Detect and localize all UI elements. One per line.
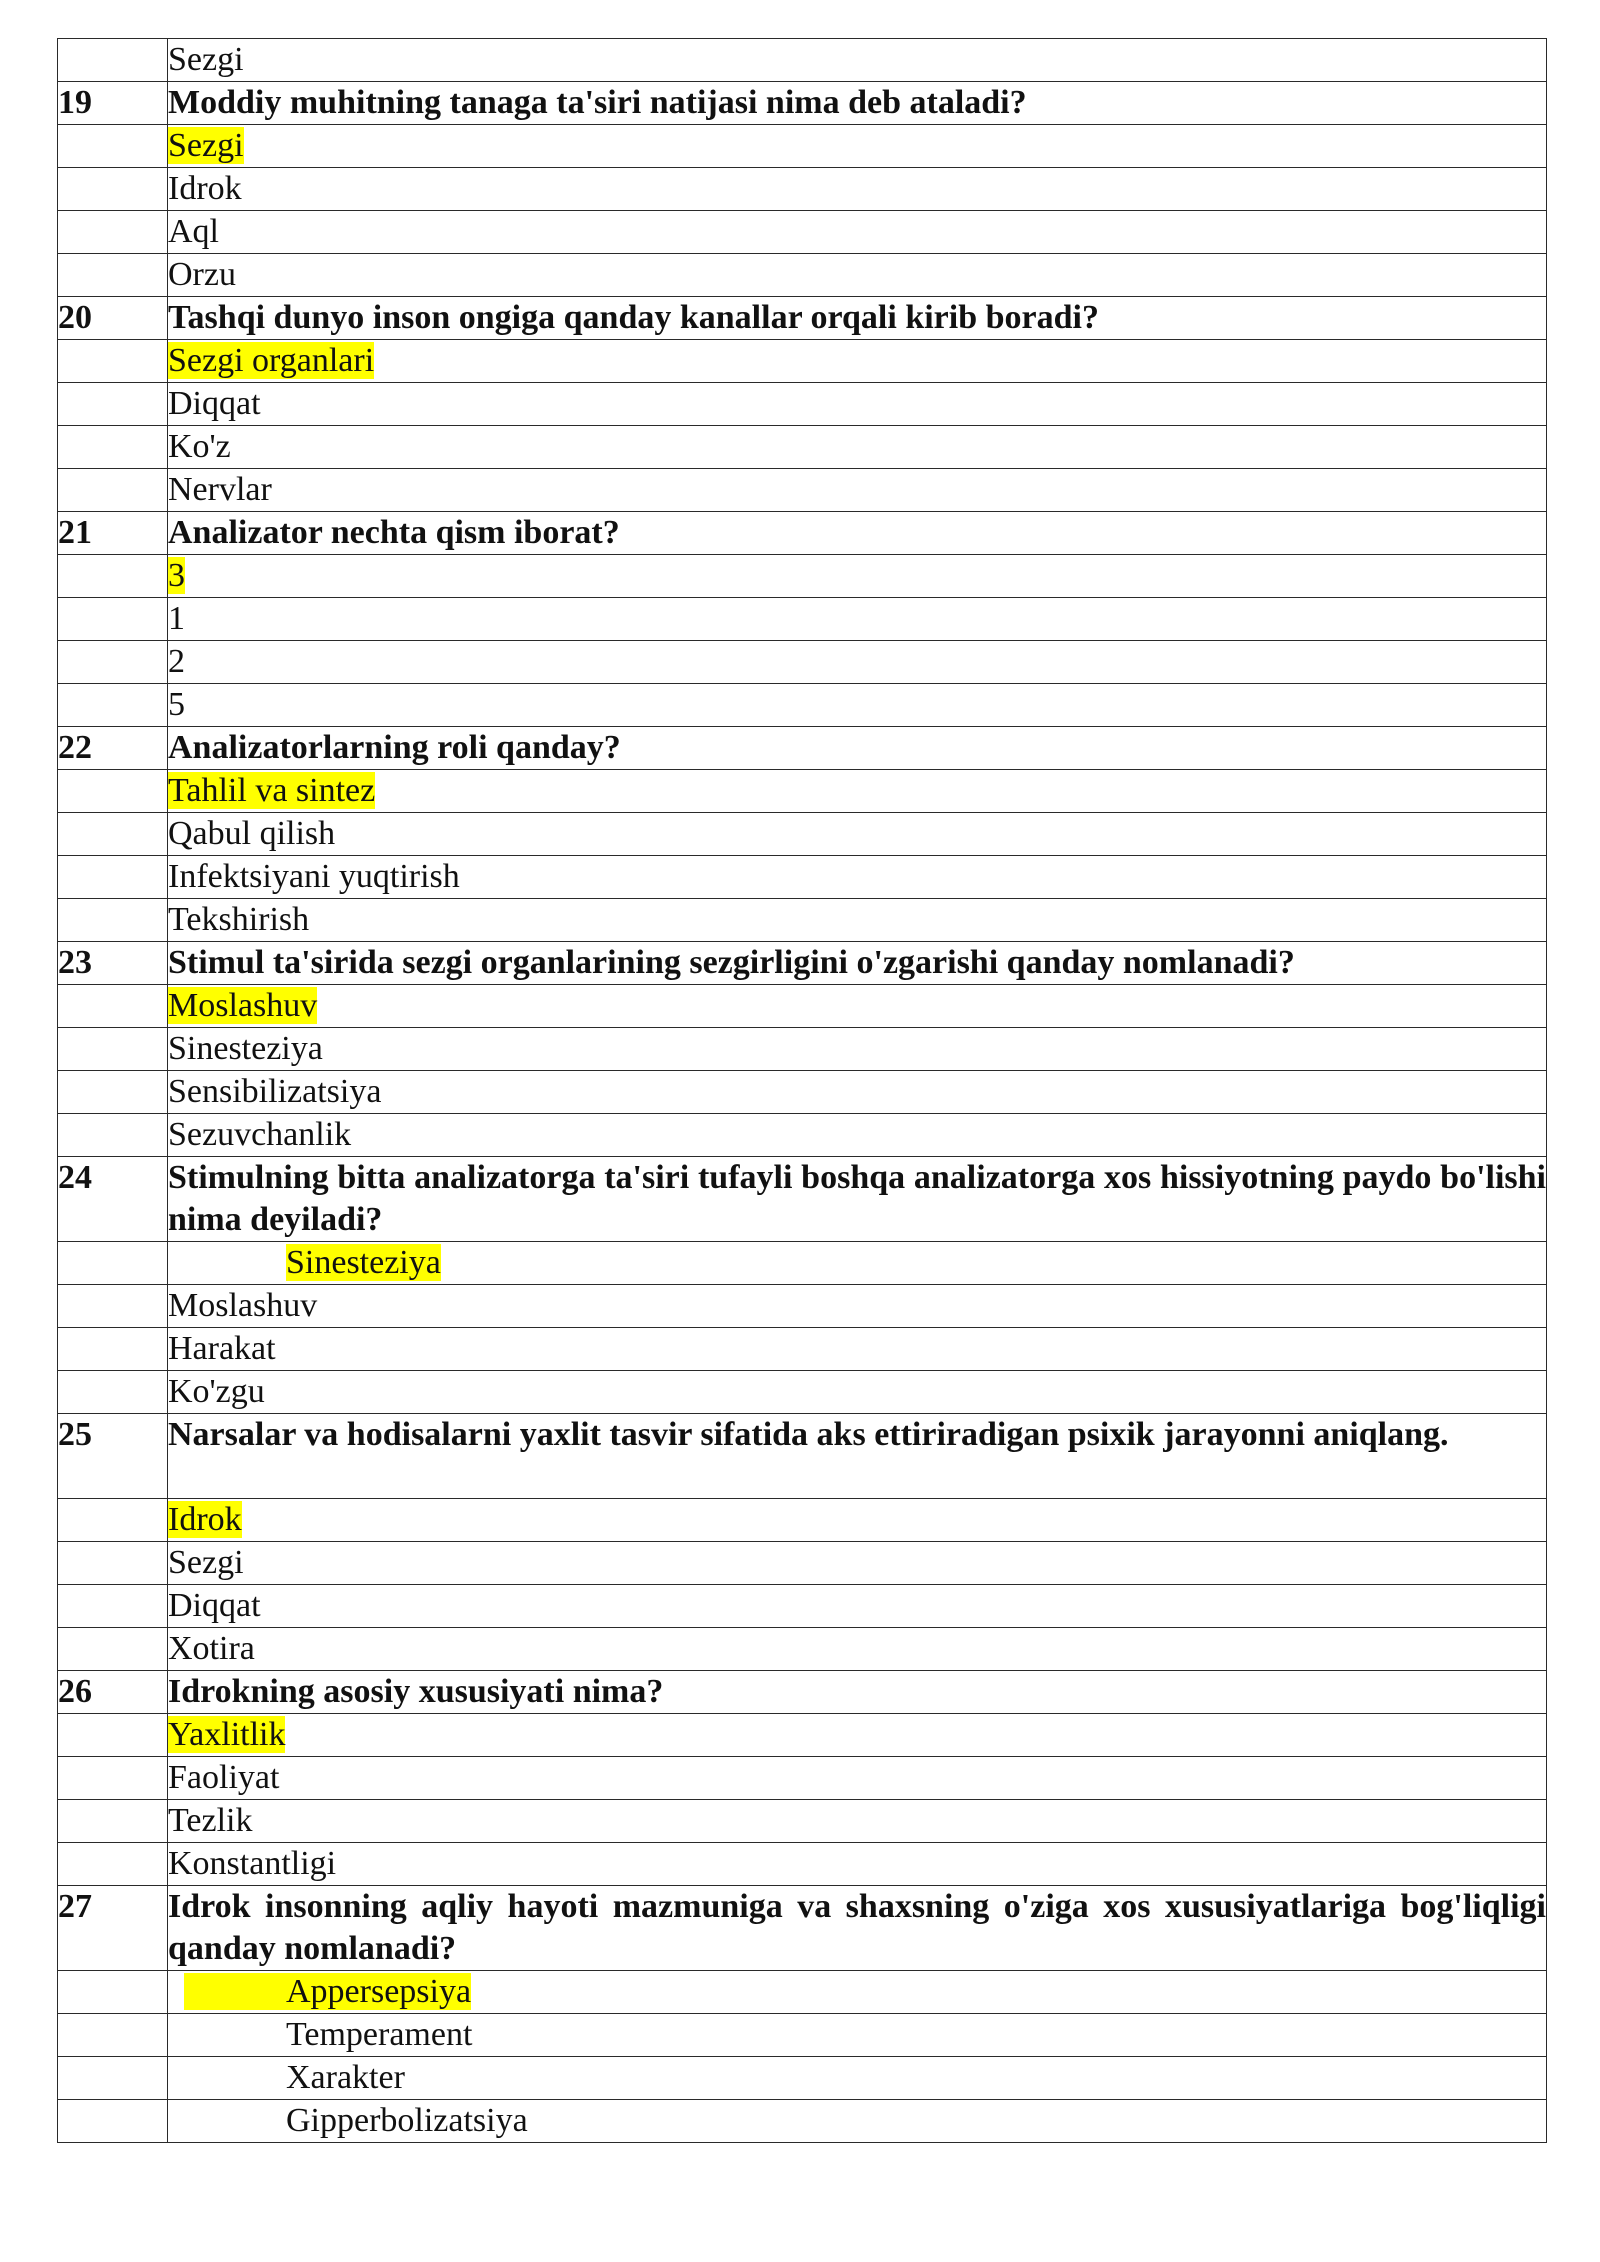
correct-answer: Idrok <box>168 1501 242 1538</box>
option-row <box>58 1071 1547 1114</box>
option-row <box>58 1371 1547 1414</box>
correct-answer: Sezgi organlari <box>168 342 375 379</box>
option-text: Idrok <box>168 170 242 207</box>
option-row <box>58 2057 1547 2100</box>
option-text: Sezgi <box>168 41 244 78</box>
option-row <box>58 1328 1547 1371</box>
option-row <box>58 1285 1547 1328</box>
option-text: Konstantligi <box>168 1845 337 1882</box>
correct-answer: Appersepsiya <box>184 1973 471 2010</box>
question-number: 24 <box>58 1157 168 1242</box>
option-row <box>58 469 1547 512</box>
quiz-table <box>57 38 1547 2143</box>
option-row <box>58 856 1547 899</box>
option-row <box>58 899 1547 942</box>
option-text: Sensibilizatsiya <box>168 1073 382 1110</box>
option-row <box>58 2014 1547 2057</box>
option-text: Sezuvchanlik <box>168 1116 352 1153</box>
option-row <box>58 813 1547 856</box>
question-row <box>58 297 1547 340</box>
option-row <box>58 1800 1547 1843</box>
option-text: Xotira <box>168 1630 255 1667</box>
option-text: Sinesteziya <box>168 1030 323 1067</box>
option-row <box>58 426 1547 469</box>
option-text: Xarakter <box>286 2059 405 2096</box>
question-row <box>58 1414 1547 1499</box>
correct-answer: Yaxlitlik <box>168 1716 286 1753</box>
option-text: Infektsiyani yuqtirish <box>168 858 460 895</box>
question-number: 22 <box>58 727 168 770</box>
question-row <box>58 727 1547 770</box>
option-row <box>58 1585 1547 1628</box>
option-text: Aql <box>168 213 219 250</box>
option-text: Ko'z <box>168 428 231 465</box>
option-text: Moslashuv <box>168 1287 318 1324</box>
option-text: Tekshirish <box>168 901 310 938</box>
option-cell <box>168 39 1547 82</box>
option-row <box>58 1843 1547 1886</box>
question-text: Stimulning bitta analizatorga ta'siri tufayli boshqa analizatorga xos hissiyotning paydo bo'lishi nima deyiladi? <box>168 1157 1547 1242</box>
question-number: 23 <box>58 942 168 985</box>
correct-answer: Sezgi <box>168 127 244 164</box>
question-number: 21 <box>58 512 168 555</box>
option-row <box>58 1542 1547 1585</box>
option-text: 2 <box>168 643 185 680</box>
correct-answer: Sinesteziya <box>286 1244 441 1281</box>
option-row <box>58 2100 1547 2143</box>
question-text: Analizatorlarning roli qanday? <box>168 727 1547 770</box>
option-row <box>58 254 1547 297</box>
question-row <box>58 942 1547 985</box>
option-row <box>58 1499 1547 1542</box>
question-text: Idrokning asosiy xususiyati nima? <box>168 1671 1547 1714</box>
option-text: Sezgi <box>168 1544 244 1581</box>
option-text: Faoliyat <box>168 1759 280 1796</box>
option-text: Temperament <box>286 2016 473 2053</box>
question-text: Moddiy muhitning tanaga ta'siri natijasi nima deb ataladi? <box>168 82 1547 125</box>
option-text: Harakat <box>168 1330 276 1367</box>
option-row <box>58 1242 1547 1285</box>
correct-answer: Tahlil va sintez <box>168 772 376 809</box>
question-row <box>58 512 1547 555</box>
question-text: Narsalar va hodisalarni yaxlit tasvir sifatida aks ettiriradigan psixik jarayonni aniqlang. <box>168 1414 1547 1499</box>
option-row <box>58 39 1547 82</box>
question-number: 20 <box>58 297 168 340</box>
option-text: Diqqat <box>168 385 261 422</box>
question-number: 26 <box>58 1671 168 1714</box>
question-row <box>58 82 1547 125</box>
option-row <box>58 168 1547 211</box>
option-row <box>58 1114 1547 1157</box>
question-row <box>58 1157 1547 1242</box>
number-cell <box>58 39 168 82</box>
option-row <box>58 641 1547 684</box>
option-row <box>58 985 1547 1028</box>
option-text: Diqqat <box>168 1587 261 1624</box>
correct-answer: Moslashuv <box>168 987 318 1024</box>
option-text: Ko'zgu <box>168 1373 265 1410</box>
question-row <box>58 1671 1547 1714</box>
option-row <box>58 555 1547 598</box>
option-row <box>58 1757 1547 1800</box>
option-row <box>58 340 1547 383</box>
option-text: 5 <box>168 686 185 723</box>
option-text: Orzu <box>168 256 236 293</box>
question-number: 19 <box>58 82 168 125</box>
option-row <box>58 1714 1547 1757</box>
option-row <box>58 684 1547 727</box>
option-row <box>58 598 1547 641</box>
question-text: Idrok insonning aqliy hayoti mazmuniga va shaxsning o'ziga xos xususiyatlariga bog'liqligi qanday nomlanadi? <box>168 1886 1547 1971</box>
question-number: 27 <box>58 1886 168 1971</box>
question-text: Tashqi dunyo inson ongiga qanday kanallar orqali kirib boradi? <box>168 297 1547 340</box>
option-row <box>58 211 1547 254</box>
question-text: Stimul ta'sirida sezgi organlarining sezgirligini o'zgarishi qanday nomlanadi? <box>168 942 1547 985</box>
option-text: Tezlik <box>168 1802 253 1839</box>
option-text: Qabul qilish <box>168 815 336 852</box>
correct-answer: 3 <box>168 557 185 594</box>
option-text: Gipperbolizatsiya <box>286 2102 528 2139</box>
option-row <box>58 383 1547 426</box>
question-text: Analizator nechta qism iborat? <box>168 512 1547 555</box>
option-text: Nervlar <box>168 471 272 508</box>
option-row <box>58 1971 1547 2014</box>
question-number: 25 <box>58 1414 168 1499</box>
option-row <box>58 770 1547 813</box>
option-text: 1 <box>168 600 185 637</box>
question-row <box>58 1886 1547 1971</box>
option-row <box>58 1028 1547 1071</box>
option-row <box>58 125 1547 168</box>
option-row <box>58 1628 1547 1671</box>
